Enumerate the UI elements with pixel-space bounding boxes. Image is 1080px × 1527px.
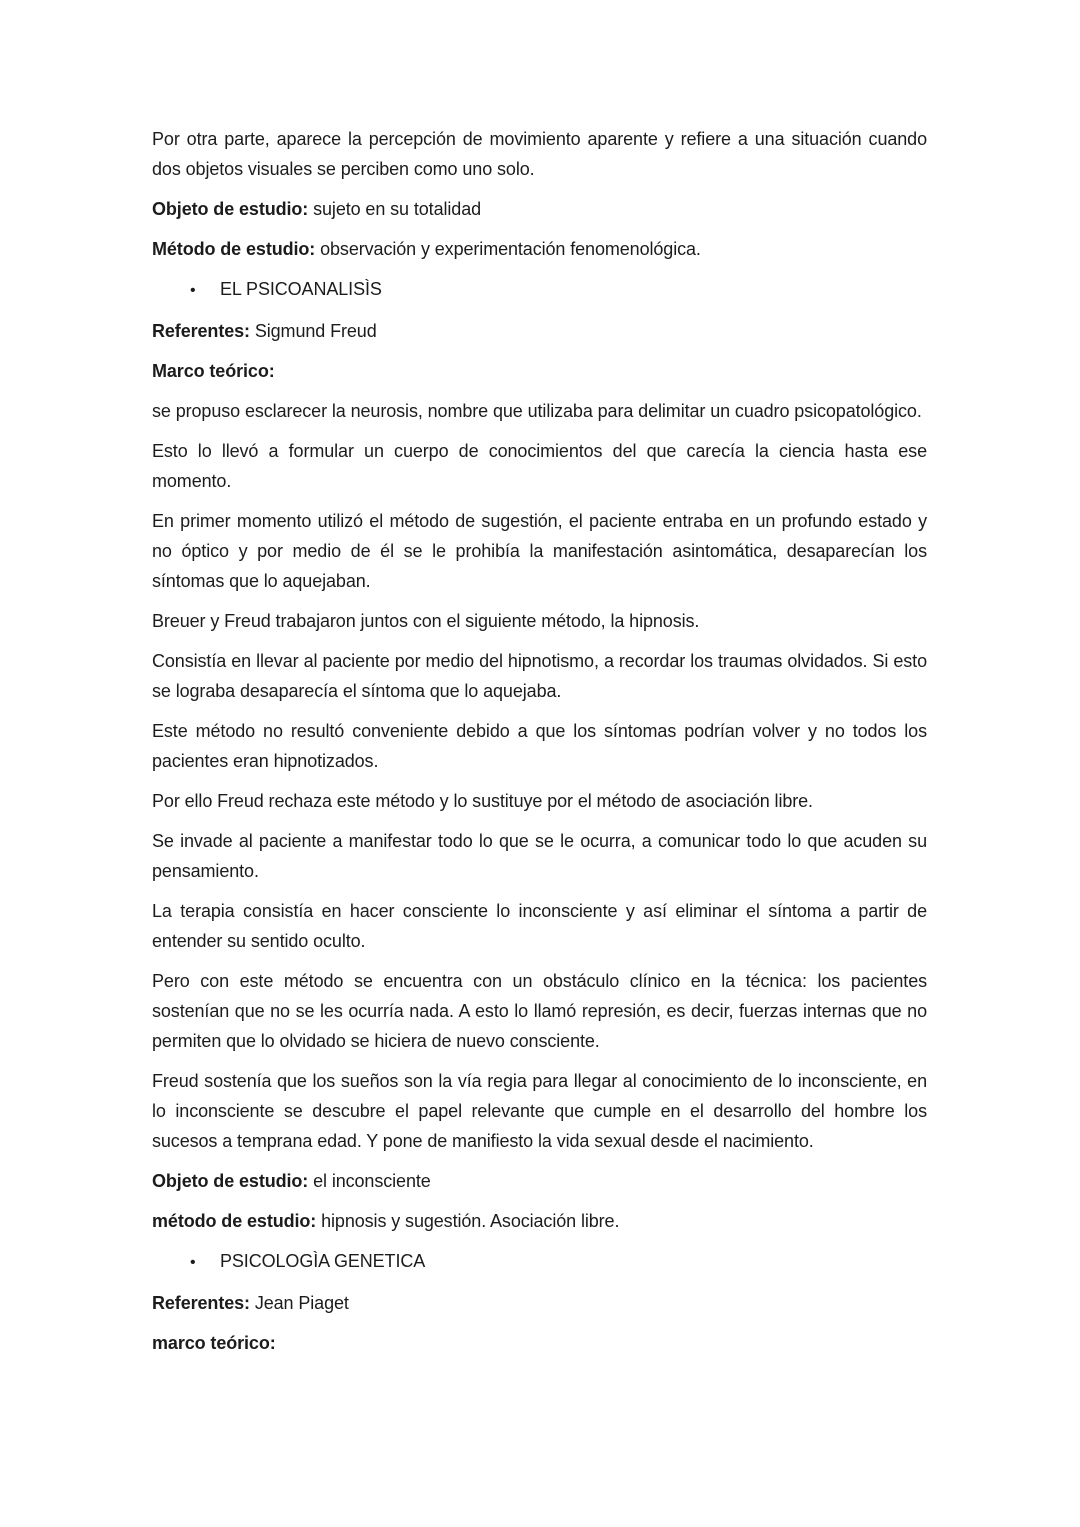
field-label: Objeto de estudio: [152,199,309,219]
field-metodo-de-estudio-2 [152,1206,927,1236]
paragraph-obstaculo-clinico: Pero con este método se encuentra con un obstáculo clínico en la técnica: los pacientes sostenían que no se les ocurría nada. A esto lo llamó represión, es decir, fuerzas internas que no permiten que lo olvidado se hiciera de nuevo consciente. [152,971,927,1051]
bullet-item-psicologia-genetica [190,1246,927,1278]
field-marco-teorico-2 [152,1328,927,1358]
bullet-icon: • [190,282,196,299]
field-marco-teorico-1 [152,356,927,386]
field-label: Método de estudio: [152,239,316,259]
paragraph-hipnotismo: Consistía en llevar al paciente por medio del hipnotismo, a recordar los traumas olvidados. Si esto se lograba desaparecía el síntoma que lo aquejaba. [152,651,927,701]
field-label: marco teórico: [152,1333,276,1353]
paragraph-apparent-movement: Por otra parte, aparece la percepción de movimiento aparente y refiere a una situación cuando dos objetos visuales se perciben como uno solo. [152,129,927,179]
field-objeto-de-estudio-2 [152,1166,927,1196]
field-label: Marco teórico: [152,361,275,381]
paragraph-suenos-via-regia: Freud sostenía que los sueños son la vía regia para llegar al conocimiento de lo inconsciente, en lo inconsciente se descubre el papel relevante que cumple en el desarrollo del hombre los sucesos a temprana edad. Y pone de manifiesto la vida sexual desde el nacimiento. [152,1071,927,1151]
paragraph-asociacion-libre: Por ello Freud rechaza este método y lo sustituye por el método de asociación libre. [152,791,813,811]
field-value: sujeto en su totalidad [308,199,482,219]
field-value: el inconsciente [308,1171,431,1191]
paragraph-terapia-consciente: La terapia consistía en hacer consciente lo inconsciente y así eliminar el síntoma a partir de entender su sentido oculto. [152,901,927,951]
field-referentes-1 [152,316,927,346]
bullet-icon: • [190,1254,196,1271]
bullet-label: EL PSICOANALISÌS [220,279,382,299]
field-objeto-de-estudio-1 [152,194,927,224]
paragraph-cuerpo-conocimientos: Esto lo llevó a formular un cuerpo de conocimientos del que carecía la ciencia hasta ese momento. [152,441,927,491]
field-metodo-de-estudio-1 [152,234,927,264]
field-referentes-2 [152,1288,927,1318]
paragraph-metodo-sugestion: En primer momento utilizó el método de sugestión, el paciente entraba en un profundo estado y no óptico y por medio de él se le prohibía la manifestación asintomática, desaparecían los síntomas que lo aquejaban. [152,511,927,591]
field-value: hipnosis y sugestión. Asociación libre. [316,1211,620,1231]
paragraph-neurosis: se propuso esclarecer la neurosis, nombre que utilizaba para delimitar un cuadro psicopatológico. [152,401,922,421]
bullet-item-psicoanalisis [190,274,927,306]
field-label: Objeto de estudio: [152,1171,309,1191]
field-label: método de estudio: [152,1211,317,1231]
paragraph-metodo-no-conveniente: Este método no resultó conveniente debido a que los síntomas podrían volver y no todos los pacientes eran hipnotizados. [152,721,927,771]
bullet-label: PSICOLOGÌA GENETICA [220,1251,426,1271]
field-label: Referentes: [152,321,250,341]
field-label: Referentes: [152,1293,250,1313]
field-value: observación y experimentación fenomenológica. [315,239,701,259]
paragraph-breuer-freud: Breuer y Freud trabajaron juntos con el siguiente método, la hipnosis. [152,611,700,631]
field-value: Sigmund Freud [249,321,377,341]
paragraph-invade-paciente: Se invade al paciente a manifestar todo lo que se le ocurra, a comunicar todo lo que acuden su pensamiento. [152,831,927,881]
field-value: Jean Piaget [249,1293,349,1313]
